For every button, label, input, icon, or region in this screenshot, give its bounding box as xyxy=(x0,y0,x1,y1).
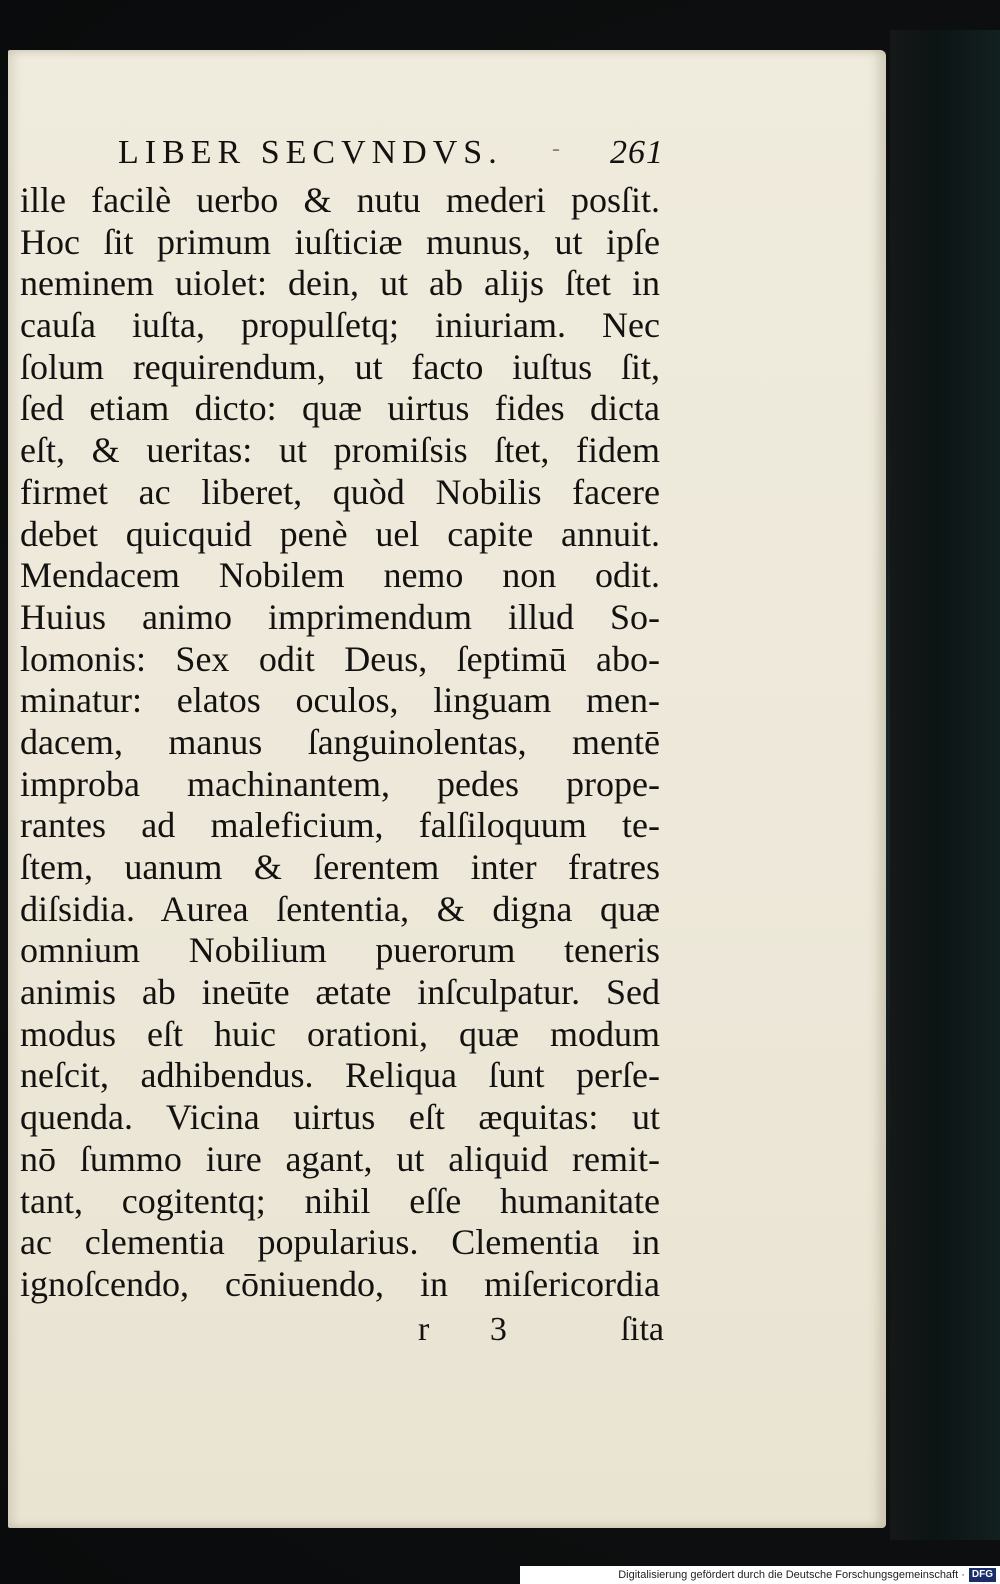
text-line: omnium Nobilium puerorum teneris xyxy=(20,930,660,971)
text-line: Hoc ſit primum iuſticiæ munus, ut ipſe xyxy=(20,221,660,262)
text-block xyxy=(20,126,664,1354)
text-line: neſcit, adhibendus. Reliqua ſunt perſe- xyxy=(20,1055,660,1096)
text-line: cauſa iuſta, propulſetq; iniuriam. Nec xyxy=(20,305,660,346)
text-line: ſed etiam dicto: quæ uirtus fides dicta xyxy=(20,388,660,429)
page-footer xyxy=(20,1306,664,1354)
text-line: Huius animo imprimendum illud So- xyxy=(20,596,660,637)
running-title: LIBER SECVNDVS. xyxy=(118,134,503,171)
text-line: rantes ad maleficium, falſiloquum te- xyxy=(20,805,660,846)
signature-mark: r 3 xyxy=(418,1310,533,1348)
digitization-credit xyxy=(520,1566,1000,1584)
text-line: debet quicquid penè uel capite annuit. xyxy=(20,513,660,554)
text-line: ignoſcendo, cōniuendo, in miſericordia xyxy=(20,1263,660,1304)
text-line: eſt, & ueritas: ut promiſsis ſtet, fidem xyxy=(20,430,660,471)
catchword: ſita xyxy=(620,1310,664,1348)
text-line: neminem uiolet: dein, ut ab alijs ſtet in xyxy=(20,263,660,304)
text-line: tant, cogitentq; nihil eſſe humanitate xyxy=(20,1180,660,1221)
text-line: Mendacem Nobilem nemo non odit. xyxy=(20,555,660,596)
text-line: lomonis: Sex odit Deus, ſeptimū abo- xyxy=(20,638,660,679)
text-line: improba machinantem, pedes prope- xyxy=(20,763,660,804)
text-line: firmet ac liberet, quòd Nobilis facere xyxy=(20,471,660,512)
text-line: modus eſt huic orationi, quæ modum xyxy=(20,1013,660,1054)
book-edge xyxy=(890,30,1000,1540)
text-line: ſolum requirendum, ut facto iuſtus ſit, xyxy=(20,346,660,387)
dfg-logo: DFG xyxy=(969,1568,996,1582)
credit-text: Digitalisierung gefördert durch die Deutsche Forschungsgemeinschaft · xyxy=(618,1569,965,1581)
text-line: diſsidia. Aurea ſententia, & digna quæ xyxy=(20,888,660,929)
text-line: ille facilè uerbo & nutu mederi posſit. xyxy=(20,180,660,220)
text-line: ac clementia popularius. Clementia in xyxy=(20,1222,660,1263)
header-dash: - xyxy=(552,136,565,162)
text-line: dacem, manus ſanguinolentas, mentē xyxy=(20,721,660,762)
body-text xyxy=(20,180,660,1306)
text-line: minatur: elatos oculos, linguam men- xyxy=(20,680,660,721)
text-line: quenda. Vicina uirtus eſt æquitas: ut xyxy=(20,1097,660,1138)
text-line: nō ſummo iure agant, ut aliquid remit- xyxy=(20,1138,660,1179)
running-header xyxy=(20,126,664,180)
text-line: ſtem, uanum & ſerentem inter fratres xyxy=(20,847,660,887)
book-page xyxy=(8,50,886,1528)
page-number: 261 xyxy=(610,134,664,171)
text-line: animis ab ineūte ætate inſculpatur. Sed xyxy=(20,972,660,1013)
